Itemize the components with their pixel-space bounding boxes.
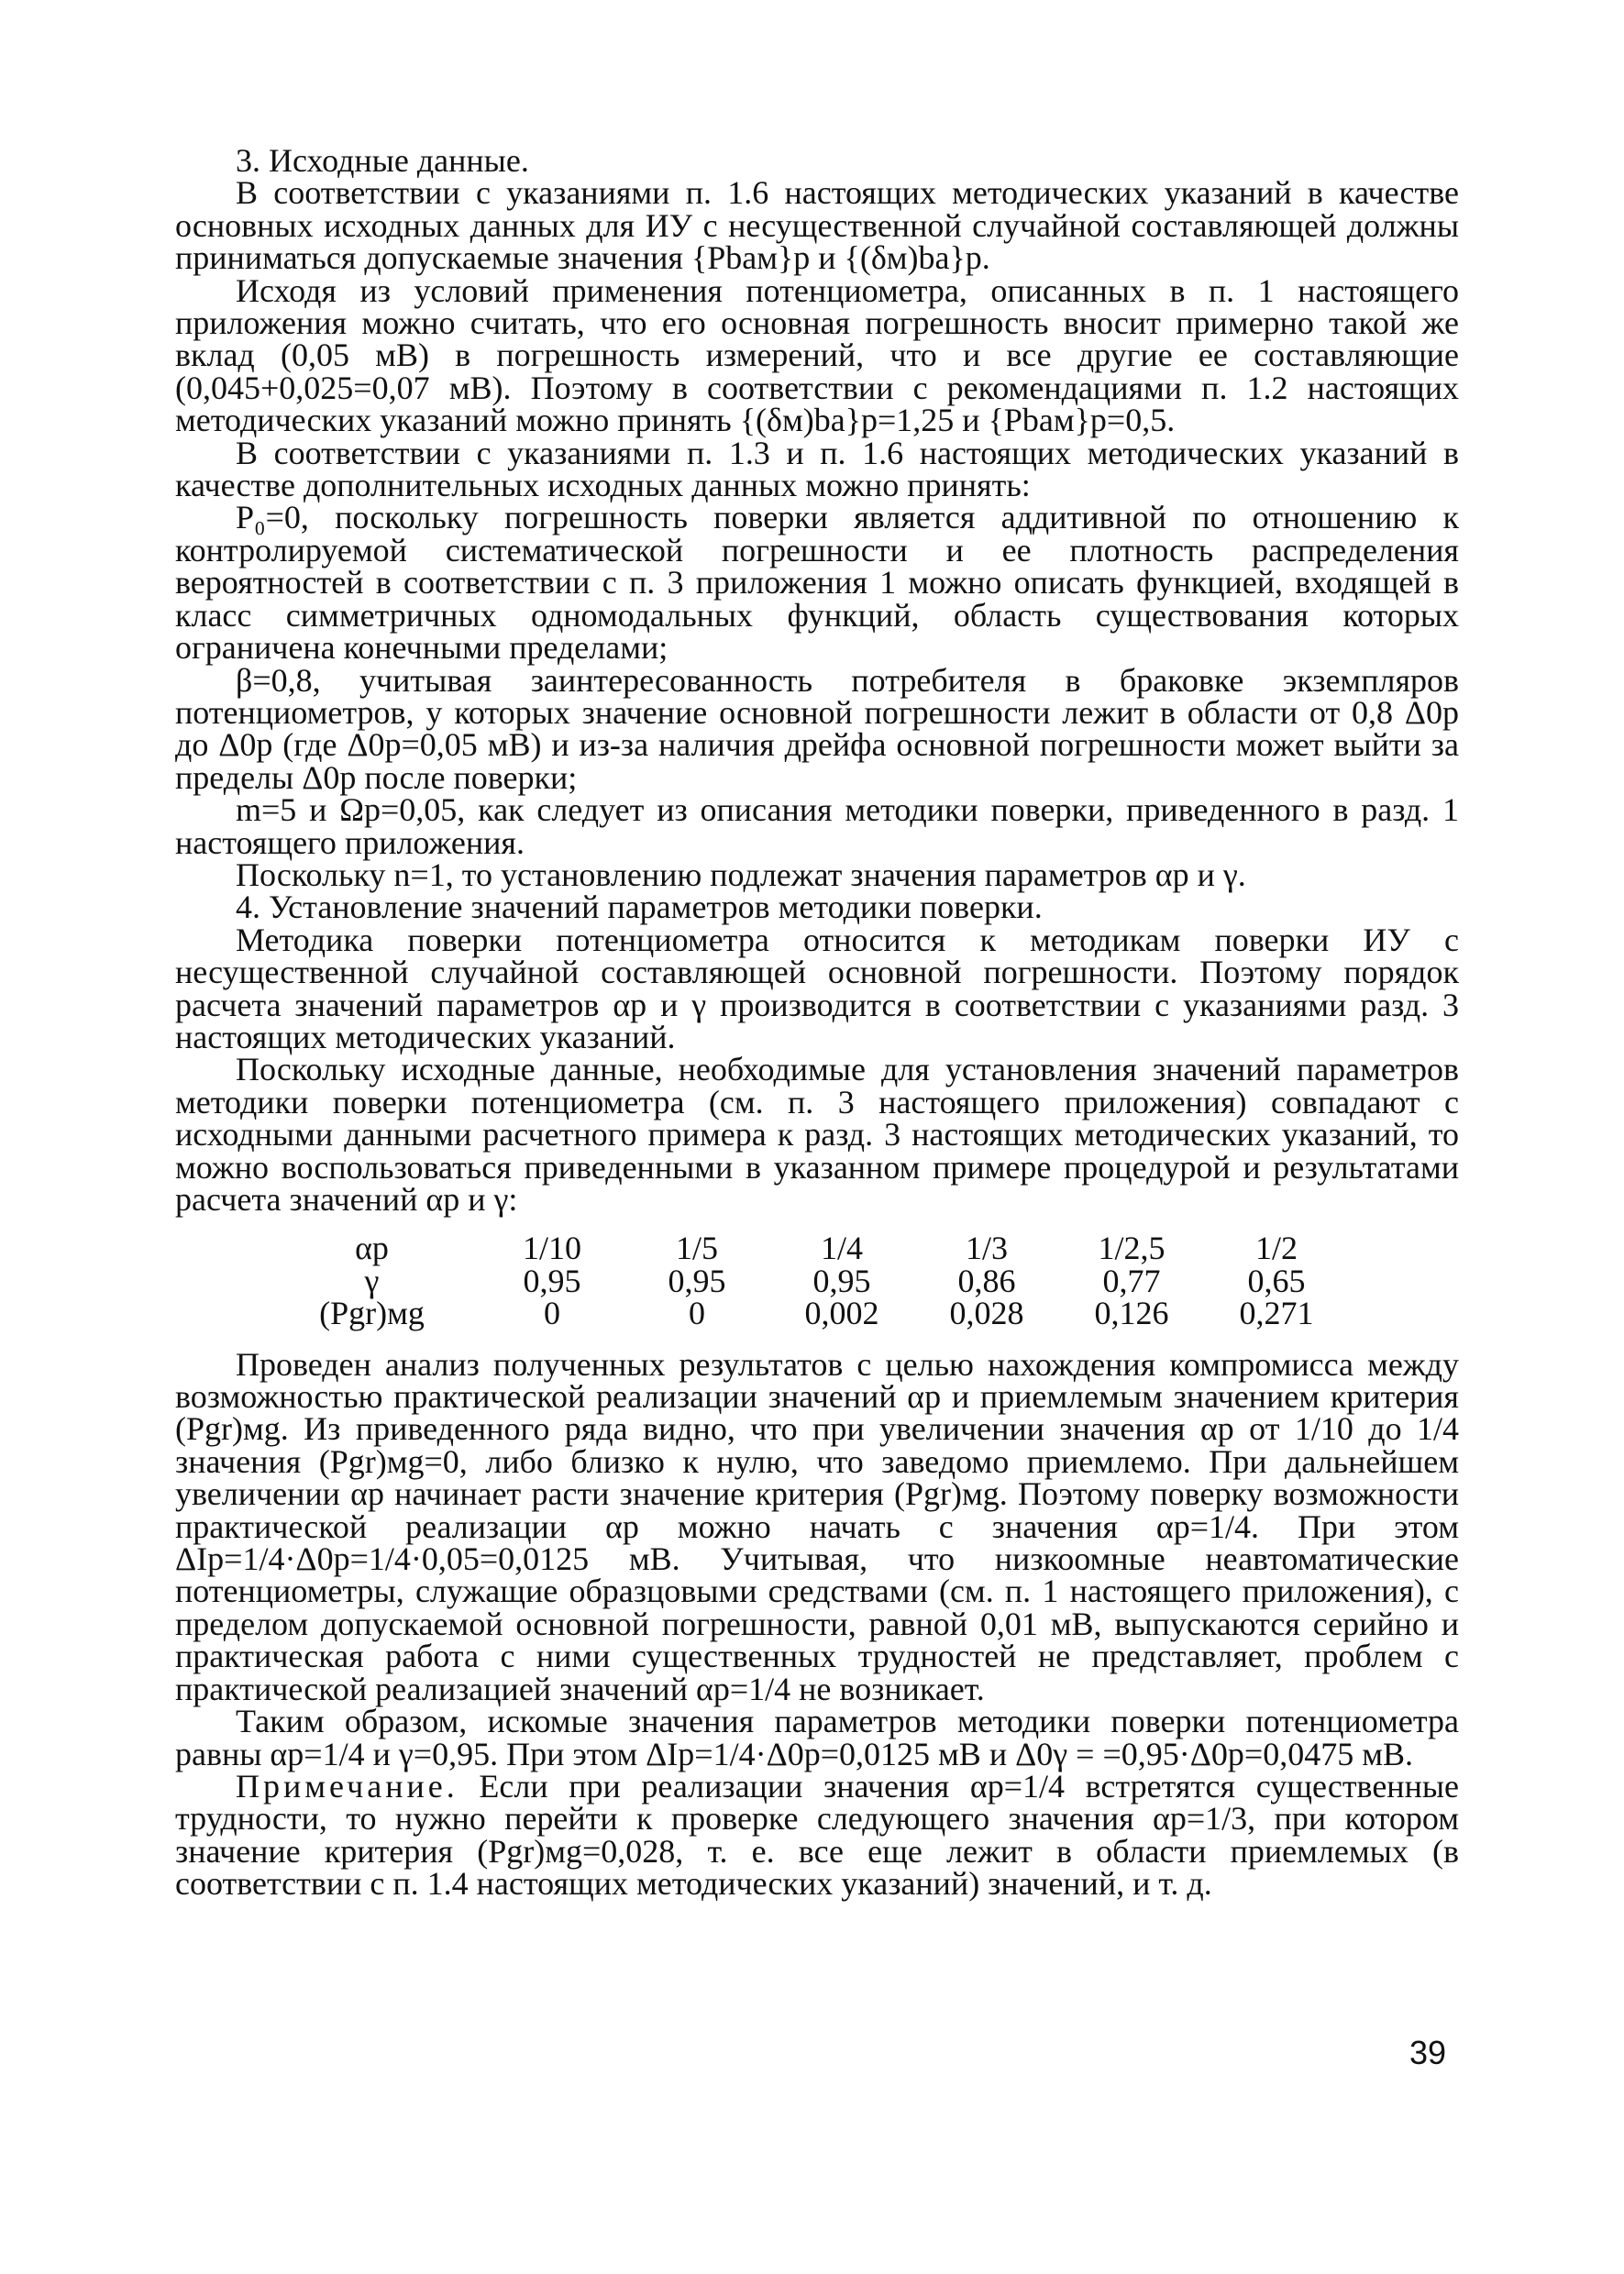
table-cell: 1/2,5: [1098, 1230, 1166, 1267]
page-number: 39: [1409, 2034, 1447, 2071]
table-cell: 0,95: [812, 1262, 871, 1299]
table-cell: 0,271: [1239, 1295, 1314, 1332]
table-cell: 1/3: [965, 1230, 1008, 1267]
paragraph: Поскольку n=1, то установлению подлежат значения параметров αp и γ.: [236, 856, 1246, 893]
note-paragraph: [175, 1767, 1460, 1903]
table-cell: 0,95: [668, 1262, 726, 1299]
note-text: Если при реализации значения αp=1/4 встретятся существенные трудности, то нужно перейти к проверке следующего значения αp=1/3, при котором значение критерия (Pgr)мg=0,028, т. е. все еще лежит в области приемлемых (в соответствии с п. 1.4 настоящих методических указаний) значений, и т. д.: [175, 1767, 1460, 1903]
table-cell: 1/5: [675, 1230, 718, 1267]
paragraph: P₀=0, поскольку погрешность поверки является аддитивной по отношению к контролируемой систематической погрешности и ее плотность распределения вероятностей в соответствии с п. 3 приложения 1 можно описать функцией, входящей в класс симметричных одномодальных функций, область существования которых ограничена конечными пределами;: [175, 499, 1459, 667]
row-label: αp: [355, 1230, 389, 1267]
paragraph: В соответствии с указаниями п. 1.3 и п. 1.6 настоящих методических указаний в качестве дополнительных исходных данных можно принять:: [175, 434, 1459, 504]
table-cell: 0: [689, 1295, 705, 1332]
table-cell: 0,77: [1102, 1262, 1161, 1299]
table-row: [301, 1232, 1349, 1264]
table-cell: 1/2: [1254, 1230, 1298, 1267]
table-cell: 0,95: [523, 1262, 581, 1299]
table-cell: 0: [544, 1295, 560, 1332]
table-cell: 1/10: [522, 1230, 581, 1267]
table-row: [301, 1265, 1349, 1297]
section-3-title: 3. Исходные данные.: [236, 142, 529, 179]
table-row: [301, 1297, 1349, 1330]
table-cell: 0,002: [804, 1295, 879, 1332]
results-table: [301, 1232, 1349, 1330]
table-cell: 1/4: [820, 1230, 863, 1267]
table-cell: 0,126: [1094, 1295, 1169, 1332]
table-cell: 0,65: [1247, 1262, 1306, 1299]
row-label: (Pgr)мg: [319, 1295, 425, 1332]
section-4-title: 4. Установление значений параметров методики поверки.: [236, 889, 1043, 926]
paragraph: Поскольку исходные данные, необходимые для установления значений параметров методики поверки потенциометра (см. п. 3 настоящего приложения) совпадают с исходными данными расчетного примера к разд. 3 настоящих методических указаний, то можно воспользоваться приведенными в указанном примере процедурой и результатами расчета значений αp и γ:: [175, 1051, 1459, 1218]
paragraph: Методика поверки потенциометра относится к методикам поверки ИУ с несущественной случайной составляющей основной погрешности. Поэтому порядок расчета значений параметров αp и γ производится в соответствии с указаниями разд. 3 настоящих методических указаний.: [175, 921, 1459, 1055]
paragraph: Таким образом, искомые значения параметров методики поверки потенциометра равны αp=1/4 и γ=0,95. При этом ΔIp=1/4·Δ0p=0,0125 мВ и Δ0γ = =0,95·Δ0p=0,0475 мВ.: [175, 1703, 1459, 1772]
table-cell: 0,028: [949, 1295, 1024, 1332]
paragraph: β=0,8, учитывая заинтересованность потребителя в браковке экземпляров потенциометров, у которых значение основной погрешности лежит в области от 0,8 Δ0p до Δ0p (где Δ0p=0,05 мВ) и из-за наличия дрейфа основной погрешности может выйти за пределы Δ0p после поверки;: [175, 661, 1459, 796]
paragraph: Исходя из условий применения потенциометра, описанных в п. 1 настоящего приложения можно считать, что его основная погрешность вносит примерно такой же вклад (0,05 мВ) в погрешность измерений, что и все другие ее составляющие (0,045+0,025=0,07 мВ). Поэтому в соответствии с рекомендациями п. 1.2 настоящих методических указаний можно принять {(δм)ba}p=1,25 и {Pbaм}p=0,5.: [175, 271, 1459, 439]
row-label: γ: [364, 1262, 380, 1299]
table-cell: 0,86: [957, 1262, 1016, 1299]
paragraph: Проведен анализ полученных результатов с целью нахождения компромисса между возможностью практической реализации значений αp и приемлемым значением критерия (Pgr)мg. Из приведенного ряда видно, что при увеличении значения αp от 1/10 до 1/4 значения (Pgr)мg=0, либо близко к нулю, что заведомо приемлемо. При дальнейшем увеличении αp начинает расти значение критерия (Pgr)мg. Поэтому поверку возможности практической реализации αp можно начать с значения αp=1/4. При этом ΔIp=1/4·Δ0p=1/4·0,05=0,0125 мВ. Учитывая, что низкоомные неавтоматические потенциометры, служащие образцовыми средствами (см. п. 1 настоящего приложения), с пределом допускаемой основной погрешности, равной 0,01 мВ, выпускаются серийно и практическая работа с ними существенных трудностей не представляет, проблем с практической реализацией значений αp=1/4 не возникает.: [175, 1345, 1459, 1707]
paragraph: m=5 и Ωp=0,05, как следует из описания методики поверки, приведенного в разд. 1 настоящего приложения.: [175, 791, 1459, 861]
page-content: [175, 142, 1460, 1903]
note-label: Примечание.: [236, 1767, 458, 1805]
paragraph: В соответствии с указаниями п. 1.6 настоящих методических указаний в качестве основных исходных данных для ИУ с несущественной случайной составляющей должны приниматься допускаемые значения {Pbaм}p и {(δм)ba}p.: [175, 174, 1459, 277]
